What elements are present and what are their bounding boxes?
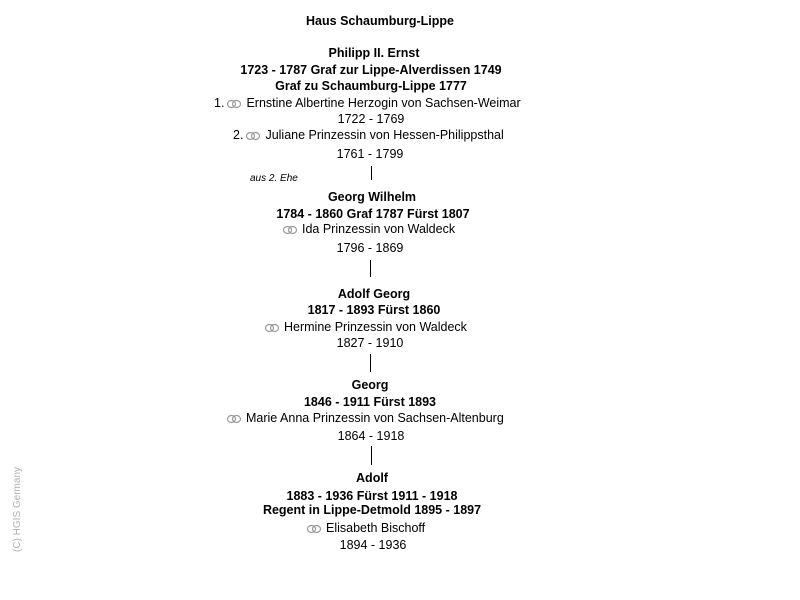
person-title-georg-wilhelm: 1784 - 1860 Graf 1787 Fürst 1807 [276, 207, 470, 221]
marriage-note: aus 2. Ehe [250, 173, 298, 184]
person-name-adolf-georg: Adolf Georg [337, 287, 411, 301]
lineage-connector [370, 354, 371, 372]
spouse-dates-ida: 1796 - 1869 [336, 241, 404, 255]
spouse-name: Ernstine Albertine Herzogin von Sachsen-Weimar [246, 96, 521, 110]
spouse-dates-elisabeth: 1894 - 1936 [339, 538, 407, 552]
wedding-rings-icon [264, 323, 280, 333]
spouse-name: Ida Prinzessin von Waldeck [302, 222, 456, 236]
spouse-dates-marie-anna: 1864 - 1918 [337, 429, 405, 443]
spouse-number: 1. [214, 96, 225, 110]
person-name-georg: Georg [351, 378, 389, 392]
spouse-name: Hermine Prinzessin von Waldeck [284, 320, 467, 334]
person-title-adolf-georg: 1817 - 1893 Fürst 1860 [307, 303, 441, 317]
spouse-dates-ernstine: 1722 - 1769 [337, 112, 405, 126]
spouse-row-hermine [262, 320, 467, 335]
lineage-connector [371, 446, 372, 465]
spouse-row-ernstine [214, 96, 521, 111]
spouse-row-marie-anna [224, 411, 504, 426]
spouse-number: 2. [233, 128, 244, 142]
wedding-rings-icon [245, 131, 261, 141]
person-title-line1-philipp: 1723 - 1787 Graf zur Lippe-Alverdissen 1749 [240, 63, 502, 77]
copyright-watermark: (C) HGIS Germany [12, 466, 23, 552]
spouse-row-ida [280, 222, 455, 237]
lineage-connector [370, 260, 371, 277]
lineage-connector [371, 166, 372, 180]
wedding-rings-icon [306, 524, 322, 534]
spouse-dates-juliane: 1761 - 1799 [336, 147, 404, 161]
person-title-line2-adolf: Regent in Lippe-Detmold 1895 - 1897 [262, 503, 482, 517]
person-name-philipp: Philipp II. Ernst [328, 46, 420, 60]
person-title-georg: 1846 - 1911 Fürst 1893 [303, 395, 437, 409]
wedding-rings-icon [226, 414, 242, 424]
person-title-line2-philipp: Graf zu Schaumburg-Lippe 1777 [275, 79, 467, 93]
spouse-name: Juliane Prinzessin von Hessen-Philippsthal [265, 128, 504, 142]
wedding-rings-icon [282, 225, 298, 235]
spouse-name: Marie Anna Prinzessin von Sachsen-Altenburg [246, 411, 504, 425]
spouse-row-elisabeth [304, 521, 425, 536]
person-title-line1-adolf: 1883 - 1936 Fürst 1911 - 1918 [286, 489, 458, 503]
page-title: Haus Schaumburg-Lippe [306, 14, 454, 28]
person-name-adolf: Adolf [356, 471, 388, 485]
spouse-row-juliane [233, 128, 504, 143]
spouse-dates-hermine: 1827 - 1910 [336, 336, 404, 350]
spouse-name: Elisabeth Bischoff [326, 521, 426, 535]
wedding-rings-icon [226, 99, 242, 109]
person-name-georg-wilhelm: Georg Wilhelm [327, 190, 417, 204]
